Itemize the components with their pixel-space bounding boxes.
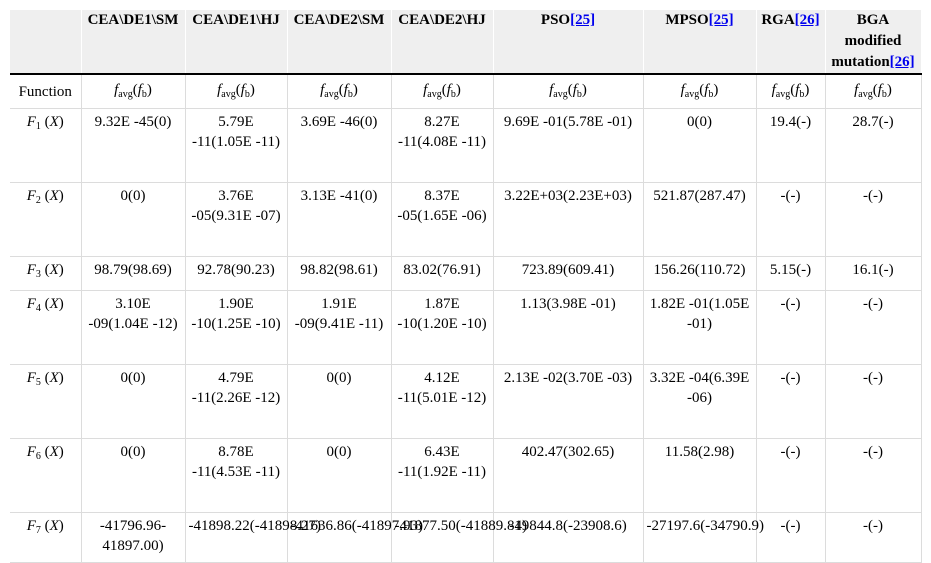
column-header: [825, 10, 921, 74]
value-cell: 1.91E -09(9.41E -11): [287, 291, 391, 365]
metric-label: $f_{avg}(f_b)$: [391, 74, 493, 109]
function-name-cell: $F_4$ (X): [10, 291, 81, 365]
value-cell: 1.90E -10(1.25E -10): [185, 291, 287, 365]
value-cell: 5.79E -11(1.05E -11): [185, 109, 287, 183]
function-name-cell: $F_7$ (X): [10, 513, 81, 563]
value-cell: -41877.50(-41889.84): [391, 513, 493, 563]
value-cell: -27197.6(-34790.9): [643, 513, 756, 563]
value-cell: -41898.22(-41898.27): [185, 513, 287, 563]
reference-link[interactable]: [26]: [889, 54, 915, 70]
table-row: [10, 439, 921, 513]
value-cell: 723.89(609.41): [493, 257, 643, 291]
value-cell: 98.82(98.61): [287, 257, 391, 291]
value-cell: 521.87(287.47): [643, 183, 756, 257]
metric-label: $f_{avg}(f_b)$: [643, 74, 756, 109]
column-header-label: CEA\DE1\SM: [87, 12, 179, 28]
value-cell: 28.7(-): [825, 109, 921, 183]
table-row: [10, 109, 921, 183]
value-cell: 0(0): [287, 365, 391, 439]
value-cell: -(-): [756, 439, 825, 513]
table-row: [10, 183, 921, 257]
value-cell: -(-): [825, 513, 921, 563]
value-cell: 2.13E -02(3.70E -03): [493, 365, 643, 439]
value-cell: 3.69E -46(0): [287, 109, 391, 183]
value-cell: 156.26(110.72): [643, 257, 756, 291]
value-cell: 1.87E -10(1.20E -10): [391, 291, 493, 365]
column-header: [287, 10, 391, 74]
value-cell: 0(0): [643, 109, 756, 183]
value-cell: 4.79E -11(2.26E -12): [185, 365, 287, 439]
metric-label: $f_{avg}(f_b)$: [287, 74, 391, 109]
value-cell: 9.32E -45(0): [81, 109, 185, 183]
column-header: [493, 10, 643, 74]
column-header-label: RGA: [761, 12, 795, 28]
table-row: [10, 365, 921, 439]
value-cell: -(-): [825, 183, 921, 257]
value-cell: 3.76E -05(9.31E -07): [185, 183, 287, 257]
value-cell: 11.58(2.98): [643, 439, 756, 513]
table-row: [10, 291, 921, 365]
metric-label: $f_{avg}(f_b)$: [81, 74, 185, 109]
results-table-container: [10, 10, 921, 563]
value-cell: 3.13E -41(0): [287, 183, 391, 257]
value-cell: -(-): [756, 183, 825, 257]
value-cell: 92.78(90.23): [185, 257, 287, 291]
reference-link[interactable]: [25]: [570, 12, 596, 28]
value-cell: 3.32E -04(6.39E -06): [643, 365, 756, 439]
column-header: [185, 10, 287, 74]
value-cell: 6.43E -11(1.92E -11): [391, 439, 493, 513]
value-cell: 0(0): [81, 365, 185, 439]
column-header-label: CEA\DE2\SM: [293, 12, 385, 28]
value-cell: 19.4(-): [756, 109, 825, 183]
value-cell: 16.1(-): [825, 257, 921, 291]
column-header-label: PSO: [540, 12, 571, 28]
reference-link[interactable]: [26]: [794, 12, 820, 28]
value-cell: 1.13(3.98E -01): [493, 291, 643, 365]
value-cell: 3.22E+03(2.23E+03): [493, 183, 643, 257]
table-header-row: [10, 10, 921, 74]
value-cell: -(-): [825, 291, 921, 365]
column-header-label: CEA\DE2\HJ: [398, 12, 486, 28]
value-cell: 8.78E -11(4.53E -11): [185, 439, 287, 513]
value-cell: 4.12E -11(5.01E -12): [391, 365, 493, 439]
metric-label: $f_{avg}(f_b)$: [185, 74, 287, 109]
value-cell: -(-): [825, 365, 921, 439]
column-header: [81, 10, 185, 74]
value-cell: 0(0): [81, 183, 185, 257]
column-header-label: CEA\DE1\HJ: [192, 12, 280, 28]
table-row: [10, 257, 921, 291]
function-name-cell: $F_6$ (X): [10, 439, 81, 513]
value-cell: 5.15(-): [756, 257, 825, 291]
function-label: Function: [10, 74, 81, 109]
column-header: [391, 10, 493, 74]
column-header-label: BGA modified mutation: [831, 12, 902, 70]
value-cell: 0(0): [81, 439, 185, 513]
value-cell: -19844.8(-23908.6): [493, 513, 643, 563]
table-subheader-row: [10, 74, 921, 109]
value-cell: 3.10E -09(1.04E -12): [81, 291, 185, 365]
column-header: [756, 10, 825, 74]
metric-label: $f_{avg}(f_b)$: [756, 74, 825, 109]
value-cell: -(-): [756, 291, 825, 365]
function-name-cell: $F_1$ (X): [10, 109, 81, 183]
value-cell: -41636.86(-41897.93): [287, 513, 391, 563]
value-cell: 0(0): [287, 439, 391, 513]
metric-label: $f_{avg}(f_b)$: [825, 74, 921, 109]
value-cell: 9.69E -01(5.78E -01): [493, 109, 643, 183]
value-cell: 8.37E -05(1.65E -06): [391, 183, 493, 257]
table-row: [10, 513, 921, 563]
value-cell: 8.27E -11(4.08E -11): [391, 109, 493, 183]
function-name-cell: $F_3$ (X): [10, 257, 81, 291]
column-header-label: MPSO: [665, 12, 709, 28]
results-table: [10, 10, 922, 563]
reference-link[interactable]: [25]: [708, 12, 734, 28]
value-cell: -(-): [825, 439, 921, 513]
value-cell: -(-): [756, 513, 825, 563]
value-cell: -41796.96-41897.00): [81, 513, 185, 563]
value-cell: 98.79(98.69): [81, 257, 185, 291]
function-name-cell: $F_2$ (X): [10, 183, 81, 257]
header-blank-cell: [10, 10, 81, 74]
value-cell: 83.02(76.91): [391, 257, 493, 291]
value-cell: 402.47(302.65): [493, 439, 643, 513]
metric-label: $f_{avg}(f_b)$: [493, 74, 643, 109]
function-name-cell: $F_5$ (X): [10, 365, 81, 439]
value-cell: 1.82E -01(1.05E -01): [643, 291, 756, 365]
value-cell: -(-): [756, 365, 825, 439]
column-header: [643, 10, 756, 74]
